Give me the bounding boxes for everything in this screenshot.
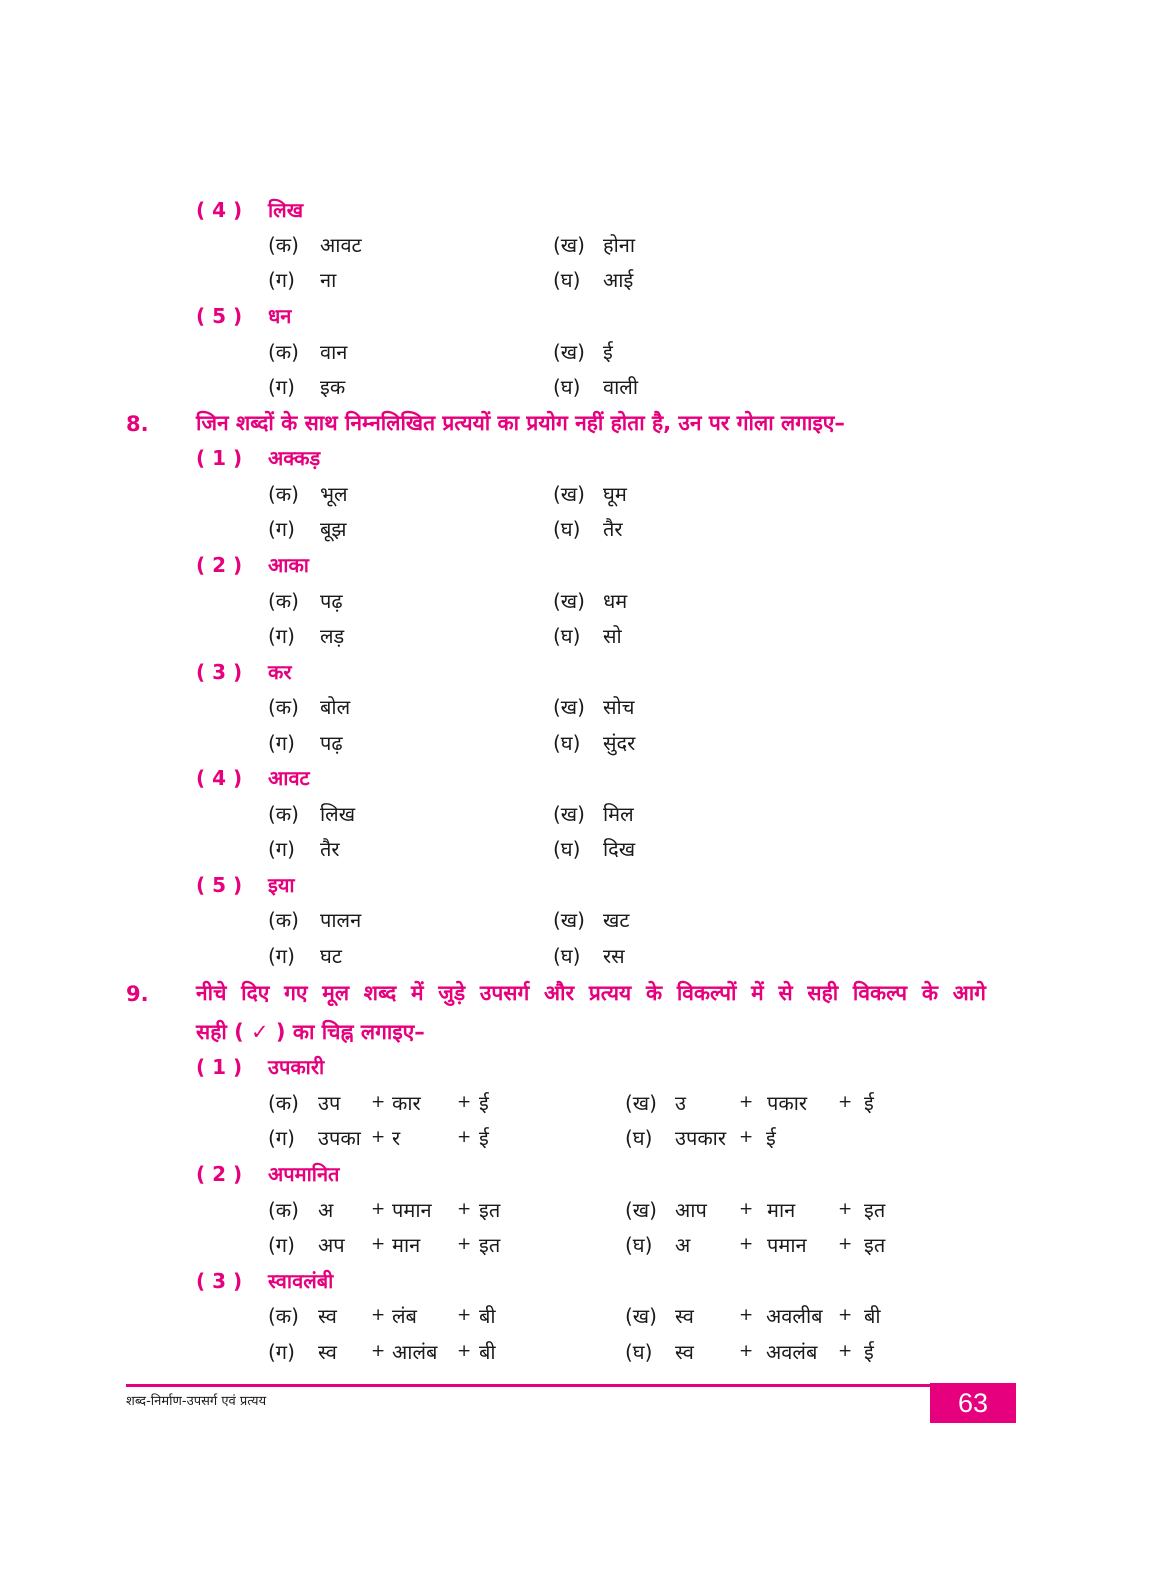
option-text: बूझ (320, 517, 347, 541)
option-part: ई (479, 1126, 489, 1150)
option-text: वाली (603, 375, 639, 399)
option-text: आवट (320, 233, 362, 257)
option-label: (ग) (268, 731, 295, 755)
plus-sign: + (838, 1341, 853, 1361)
option-text: पढ़ (320, 589, 343, 613)
option-text: खट (603, 908, 630, 932)
plus-sign: + (739, 1127, 754, 1147)
option-part: लंब (392, 1304, 417, 1328)
item-number: ( 2 ) (196, 553, 243, 577)
option-label: (क) (268, 908, 299, 932)
option-part: ई (864, 1340, 874, 1364)
question-number: 8. (126, 412, 149, 436)
item-number: ( 4 ) (196, 766, 243, 790)
option-text: घूम (603, 482, 627, 506)
option-part: पमान (767, 1233, 807, 1257)
option-part: मान (392, 1233, 421, 1257)
option-label: (घ) (625, 1340, 653, 1364)
option-text: बोल (320, 695, 351, 719)
option-label: (ख) (553, 908, 585, 932)
option-part: मान (767, 1198, 796, 1222)
option-text: भूल (320, 482, 348, 506)
option-text: तैर (320, 837, 340, 861)
option-label: (घ) (625, 1233, 653, 1257)
option-text: वान (320, 340, 348, 364)
option-label: (क) (268, 1091, 299, 1115)
option-part: अ (675, 1233, 691, 1257)
option-part: पकार (767, 1091, 808, 1115)
item-number: ( 1 ) (196, 446, 243, 470)
plus-sign: + (739, 1305, 754, 1325)
option-label: (ग) (268, 1233, 295, 1257)
option-label: (क) (268, 340, 299, 364)
option-part: अवलंब (766, 1340, 818, 1364)
item-number: ( 4 ) (196, 198, 243, 222)
item-number: ( 2 ) (196, 1162, 243, 1186)
option-label: (ख) (625, 1304, 657, 1328)
plus-sign: + (739, 1092, 754, 1112)
option-part: स्व (675, 1304, 694, 1328)
option-label: (घ) (553, 731, 581, 755)
option-text: आई (603, 268, 634, 292)
option-text: पालन (320, 908, 362, 932)
option-label: (ख) (553, 802, 585, 826)
option-part: उपका (318, 1126, 361, 1150)
option-label: (घ) (553, 624, 581, 648)
option-text: पढ़ (320, 731, 343, 755)
base-word: इया (268, 873, 295, 897)
question-number: 9. (126, 982, 149, 1006)
item-number: ( 5 ) (196, 304, 243, 328)
plus-sign: + (371, 1341, 386, 1361)
option-part: कार (392, 1091, 421, 1115)
plus-sign: + (739, 1234, 754, 1254)
plus-sign: + (371, 1127, 386, 1147)
option-part: उपकार (675, 1126, 727, 1150)
option-text: लड़ (320, 624, 345, 648)
option-part: स्व (675, 1340, 694, 1364)
plus-sign: + (457, 1127, 472, 1147)
option-part: इत (479, 1198, 501, 1222)
plus-sign: + (838, 1305, 853, 1325)
option-label: (क) (268, 802, 299, 826)
option-label: (घ) (553, 517, 581, 541)
page-number: 63 (930, 1383, 1016, 1423)
option-text: रस (603, 944, 625, 968)
item-number: ( 3 ) (196, 1269, 243, 1293)
plus-sign: + (371, 1305, 386, 1325)
option-part: ई (479, 1091, 489, 1115)
option-part: इत (864, 1198, 886, 1222)
plus-sign: + (457, 1199, 472, 1219)
option-part: अ (318, 1198, 334, 1222)
option-label: (ग) (268, 1126, 295, 1150)
plus-sign: + (838, 1092, 853, 1112)
option-part: इत (479, 1233, 501, 1257)
option-part: ई (766, 1126, 776, 1150)
base-word: धन (268, 304, 292, 328)
option-text: ना (320, 268, 337, 292)
option-label: (ग) (268, 944, 295, 968)
plus-sign: + (457, 1234, 472, 1254)
option-label: (ग) (268, 837, 295, 861)
footer-rule (126, 1384, 938, 1387)
option-label: (ग) (268, 624, 295, 648)
base-word: कर (268, 660, 292, 684)
option-label: (ख) (553, 695, 585, 719)
option-label: (क) (268, 1198, 299, 1222)
option-label: (ग) (268, 1340, 295, 1364)
option-text: सो (603, 624, 622, 648)
option-label: (घ) (625, 1126, 653, 1150)
question-text-line2: सही ( ✓ ) का चिह्न लगाइए– (196, 1020, 425, 1044)
option-label: (ग) (268, 268, 295, 292)
option-part: अप (318, 1233, 345, 1257)
base-word: उपकारी (268, 1055, 325, 1079)
item-number: ( 5 ) (196, 873, 243, 897)
option-label: (ख) (553, 589, 585, 613)
option-part: इत (864, 1233, 886, 1257)
option-text: सुंदर (603, 731, 636, 755)
option-part: आलंब (392, 1340, 438, 1364)
base-word: स्वावलंबी (268, 1269, 334, 1293)
option-part: र (392, 1126, 401, 1150)
option-label: (ख) (553, 233, 585, 257)
option-part: बी (479, 1304, 496, 1328)
base-word: लिख (268, 198, 304, 222)
option-text: दिख (603, 837, 636, 861)
option-part: उप (318, 1091, 341, 1115)
option-label: (क) (268, 589, 299, 613)
plus-sign: + (457, 1092, 472, 1112)
option-text: इक (320, 375, 346, 399)
option-label: (क) (268, 695, 299, 719)
base-word: अपमानित (268, 1162, 340, 1186)
option-label: (क) (268, 482, 299, 506)
plus-sign: + (371, 1199, 386, 1219)
option-label: (ख) (553, 482, 585, 506)
option-part: उ (675, 1091, 686, 1115)
option-part: पमान (392, 1198, 432, 1222)
option-text: होना (603, 233, 636, 257)
option-text: सोच (603, 695, 635, 719)
question-text: नीचे दिए गए मूल शब्द में जुड़े उपसर्ग और प्रत्यय के विकल्पों में से सही विकल्प के आगे (196, 981, 986, 1005)
option-part: बी (479, 1340, 496, 1364)
option-label: (ग) (268, 517, 295, 541)
option-text: घट (320, 944, 342, 968)
option-text: धम (603, 589, 628, 613)
option-part: आप (675, 1198, 707, 1222)
chapter-title: शब्द-निर्माण-उपसर्ग एवं प्रत्यय (126, 1394, 267, 1409)
option-part: बी (864, 1304, 881, 1328)
option-part: अवलीब (766, 1304, 823, 1328)
base-word: आका (268, 553, 309, 577)
option-part: स्व (318, 1340, 337, 1364)
plus-sign: + (838, 1234, 853, 1254)
option-label: (ग) (268, 375, 295, 399)
option-label: (ख) (553, 340, 585, 364)
plus-sign: + (739, 1341, 754, 1361)
option-label: (क) (268, 233, 299, 257)
option-label: (घ) (553, 375, 581, 399)
plus-sign: + (739, 1199, 754, 1219)
item-number: ( 3 ) (196, 660, 243, 684)
option-label: (घ) (553, 837, 581, 861)
question-text: जिन शब्दों के साथ निम्नलिखित प्रत्ययों का प्रयोग नहीं होता है, उन पर गोला लगाइए– (196, 411, 845, 435)
plus-sign: + (838, 1199, 853, 1219)
option-label: (ख) (625, 1198, 657, 1222)
option-label: (क) (268, 1304, 299, 1328)
option-text: तैर (603, 517, 623, 541)
plus-sign: + (371, 1092, 386, 1112)
option-part: स्व (318, 1304, 337, 1328)
plus-sign: + (457, 1305, 472, 1325)
option-text: ई (603, 340, 613, 364)
option-label: (ख) (625, 1091, 657, 1115)
item-number: ( 1 ) (196, 1055, 243, 1079)
option-part: ई (864, 1091, 874, 1115)
option-text: मिल (603, 802, 634, 826)
base-word: आवट (268, 766, 310, 790)
option-text: लिख (320, 802, 356, 826)
base-word: अक्कड़ (268, 446, 321, 470)
plus-sign: + (457, 1341, 472, 1361)
option-label: (घ) (553, 268, 581, 292)
option-label: (घ) (553, 944, 581, 968)
plus-sign: + (371, 1234, 386, 1254)
